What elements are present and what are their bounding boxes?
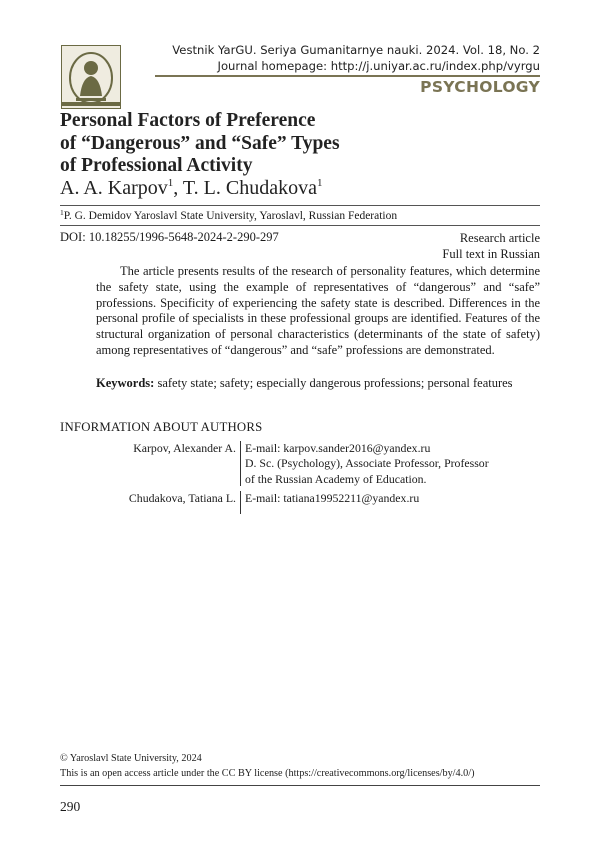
- section-label: PSYCHOLOGY: [420, 78, 540, 96]
- keywords: [96, 376, 540, 392]
- doi[interactable]: DOI: 10.18255/1996-5648-2024-2-290-297: [60, 230, 279, 244]
- keywords-text: safety state; safety; especially dangerous professions; personal features: [157, 376, 513, 390]
- author-email[interactable]: E-mail: karpov.sander2016@yandex.ru: [245, 441, 431, 455]
- authors-info-heading: INFORMATION ABOUT AUTHORS: [60, 420, 263, 434]
- author-info-name: Karpov, Alexander A.: [133, 441, 236, 455]
- author-info-divider: [240, 441, 241, 486]
- author-info-name: Chudakova, Tatiana L.: [128, 491, 236, 505]
- copyright: © Yaroslavl State University, 2024: [60, 753, 202, 764]
- affiliation-marker: 1: [167, 177, 174, 189]
- author-credentials: of the Russian Academy of Education.: [245, 471, 427, 486]
- affiliation-rule-bottom: [60, 225, 540, 226]
- author-credentials: D. Sc. (Psychology), Associate Professor, Professor: [245, 456, 489, 471]
- affiliation-text: P. G. Demidov Yaroslavl State University, Yaroslavl, Russian Federation: [63, 210, 398, 222]
- affiliation: [60, 208, 397, 222]
- keywords-label: Keywords:: [96, 376, 155, 390]
- journal-citation: Vestnik YarGU. Seriya Gumanitarnye nauki. 2024. Vol. 18, No. 2: [172, 43, 540, 57]
- journal-homepage-link[interactable]: Journal homepage: http://j.uniyar.ac.ru/index.php/vyrgu: [217, 59, 540, 73]
- author-email[interactable]: E-mail: tatiana19952211@yandex.ru: [245, 491, 420, 505]
- portrait-medallion-icon: [62, 46, 120, 108]
- footer-rule: [60, 785, 540, 786]
- article-type: Research article: [459, 231, 540, 245]
- affiliation-marker: 1: [316, 177, 323, 189]
- affiliation-marker: 1: [60, 208, 64, 217]
- abstract: The article presents results of the research of personality features, which determine the safety state, using the example of representatives of “dangerous” and “safe” professions. Specificity of experiencing the safety state is described. Differences in the personal profile of specialists in these professional groups are identified. Features of the structural organization of personal characteristics (determinants of the state of safety) among representatives of “dangerous” and “safe” professions are demonstrated.: [96, 264, 540, 357]
- article-type-block: [442, 230, 540, 262]
- license[interactable]: This is an open access article under the CC BY license (https://creativecommons.org/licenses/by/4.0/): [60, 768, 475, 779]
- author-name: T. L. Chudakova: [182, 177, 317, 199]
- author-separator: ,: [173, 177, 183, 199]
- journal-logo: [61, 45, 121, 109]
- author-info-details: [245, 441, 489, 487]
- full-text-language: Full text in Russian: [442, 247, 540, 261]
- author-info-divider: [240, 491, 241, 514]
- affiliation-rule-top: [60, 205, 540, 206]
- page-number: 290: [60, 799, 81, 814]
- title-line: Personal Factors of Preference: [60, 110, 316, 131]
- logo-underline: [61, 102, 120, 106]
- author-list: [60, 177, 322, 200]
- header-rule: [155, 75, 540, 77]
- author-info-details: [245, 491, 419, 506]
- title-line: of “Dangerous” and “Safe” Types: [60, 132, 340, 154]
- title-line: of Professional Activity: [60, 155, 253, 176]
- author-name: A. A. Karpov: [60, 177, 168, 199]
- article-title: [60, 110, 420, 178]
